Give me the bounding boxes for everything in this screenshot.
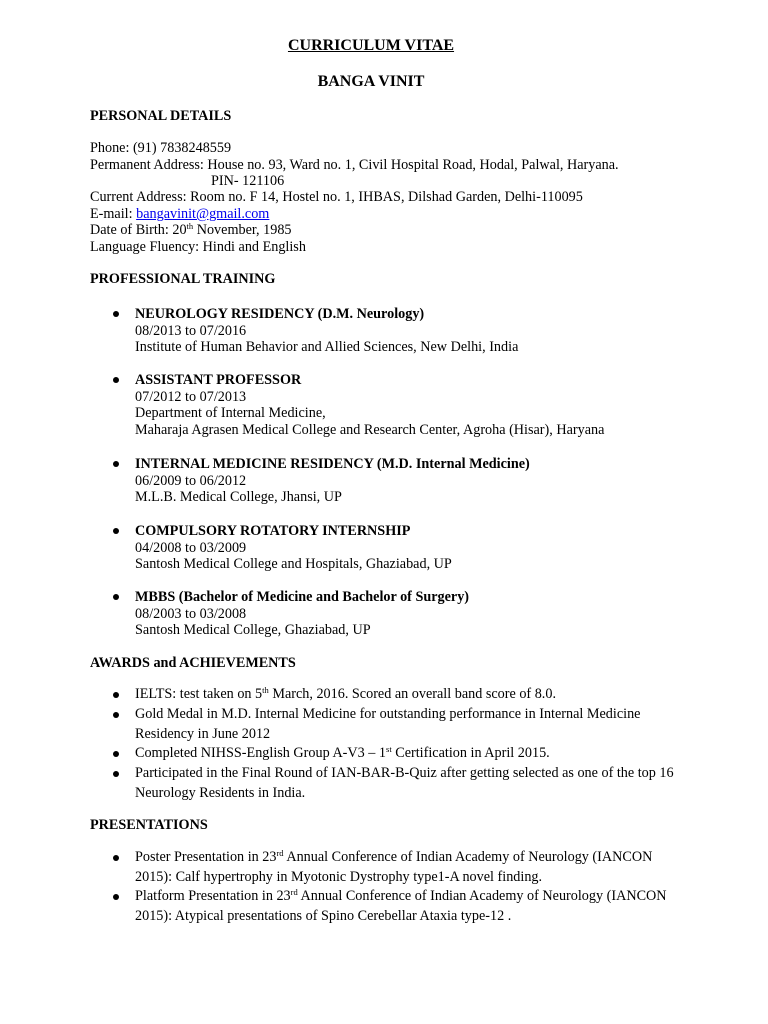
award-sup: st (386, 744, 392, 754)
bullet-icon (113, 528, 119, 534)
training-item (135, 456, 695, 506)
email-link[interactable]: bangavinit@gmail.com (136, 206, 270, 222)
award-text: March, 2016. Scored an overall band score of 8.0. (268, 686, 556, 702)
professional-training-heading: PROFESSIONAL TRAINING (90, 271, 276, 287)
training-institution: Santosh Medical College and Hospitals, Ghaziabad, UP (135, 556, 452, 573)
training-title: ASSISTANT PROFESSOR (135, 372, 302, 388)
award-text: Completed NIHSS-English Group A-V3 – 1 (135, 745, 387, 761)
award-item (135, 685, 675, 705)
award-sup: th (262, 685, 269, 695)
training-department: Department of Internal Medicine, (135, 405, 326, 422)
award-item (135, 744, 675, 764)
training-item (135, 523, 695, 573)
award-text: IELTS: test taken on 5 (135, 686, 263, 702)
permanent-address-line: Permanent Address: House no. 93, Ward no. 1, Civil Hospital Road, Hodal, Palwal, Haryana. (90, 157, 619, 173)
pin-line: PIN- 121106 (211, 173, 285, 189)
presentation-text: Annual Conference of Indian Academy of Neurology (IANCON 2015): Atypical presentations of Spino Cerebellar Ataxia type-12 . (135, 888, 667, 924)
training-institution: Santosh Medical College, Ghaziabad, UP (135, 622, 371, 639)
bullet-icon (113, 751, 119, 757)
bullet-icon (113, 594, 119, 600)
training-title: INTERNAL MEDICINE RESIDENCY (M.D. Internal Medicine) (135, 456, 530, 472)
training-dates: 08/2013 to 07/2016 (135, 322, 247, 339)
dob-line (90, 222, 292, 239)
training-institution: M.L.B. Medical College, Jhansi, UP (135, 489, 342, 506)
training-dates: 08/2003 to 03/2008 (135, 605, 247, 622)
award-item: Participated in the Final Round of IAN-BAR-B-Quiz after getting selected as one of the top 16 Neurology Residents in India. (135, 765, 674, 801)
training-dates: 04/2008 to 03/2009 (135, 539, 247, 556)
training-item (135, 306, 695, 356)
dob-sup: th (186, 221, 194, 231)
presentation-sup: rd (276, 848, 284, 858)
bullet-icon (113, 712, 119, 718)
personal-details-heading: PERSONAL DETAILS (90, 108, 232, 124)
bullet-icon (113, 461, 119, 467)
email-label: E-mail: (90, 206, 137, 222)
award-text: Certification in April 2015. (391, 745, 550, 761)
presentation-sup: rd (290, 887, 298, 897)
awards-heading: AWARDS and ACHIEVEMENTS (90, 655, 296, 671)
current-address-line: Current Address: Room no. F 14, Hostel no. 1, IHBAS, Dilshad Garden, Delhi-110095 (90, 189, 583, 205)
training-item (135, 372, 695, 438)
bullet-icon (113, 855, 119, 861)
bullet-icon (113, 311, 119, 317)
training-title: MBBS (Bachelor of Medicine and Bachelor of Surgery) (135, 589, 470, 605)
presentation-item (135, 887, 675, 926)
training-item (135, 589, 695, 639)
bullet-icon (113, 771, 119, 777)
dob-prefix: Date of Birth: 20 (90, 222, 187, 238)
training-dates: 06/2009 to 06/2012 (135, 472, 247, 489)
bullet-icon (113, 692, 119, 698)
candidate-name: BANGA VINIT (317, 73, 425, 90)
presentation-text: Platform Presentation in 23 (135, 888, 291, 904)
presentations-heading: PRESENTATIONS (90, 817, 208, 833)
training-title: COMPULSORY ROTATORY INTERNSHIP (135, 523, 411, 539)
award-item: Gold Medal in M.D. Internal Medicine for outstanding performance in Internal Medicine Residency in June 2012 (135, 706, 641, 742)
dob-suffix: November, 1985 (193, 222, 292, 238)
bullet-icon (113, 377, 119, 383)
training-institution: Institute of Human Behavior and Allied Sciences, New Delhi, India (135, 339, 519, 356)
presentation-item (135, 848, 675, 887)
training-title: NEUROLOGY RESIDENCY (D.M. Neurology) (135, 306, 425, 322)
language-line: Language Fluency: Hindi and English (90, 239, 306, 255)
presentation-text: Annual Conference of Indian Academy of Neurology (IANCON 2015): Calf hypertrophy in Myotonic Dystrophy type1-A novel finding. (135, 849, 653, 885)
bullet-icon (113, 894, 119, 900)
document-title: CURRICULUM VITAE (287, 37, 455, 54)
training-dates: 07/2012 to 07/2013 (135, 388, 247, 405)
presentation-text: Poster Presentation in 23 (135, 849, 277, 865)
training-institution: Maharaja Agrasen Medical College and Research Center, Agroha (Hisar), Haryana (135, 421, 605, 438)
phone-line: Phone: (91) 7838248559 (90, 140, 232, 156)
email-line (90, 206, 269, 223)
